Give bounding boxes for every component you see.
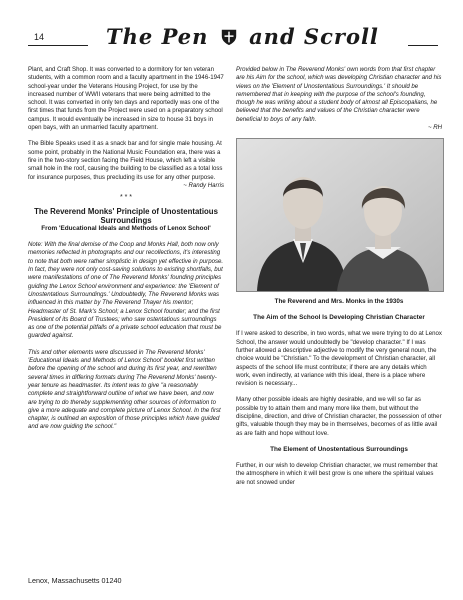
- left-paragraph-4: This and other elements were discussed in The Reverend Monks' 'Educational Ideals and Methods of Lenox School' booklet first written before the opening of the school and during its first year, and rewritten several times in differing formats during The Reverend Monks' twenty-year tenure as headmaster. Its intent was to give "a reasonably complete and straightforward outline of what we have been, and now are trying to do thereby supplementing other sources of information to give a more adequate and complete picture of Lenox School. In the first chapter, is outlined an exposition of those principles which have guided and are now guiding the school.": [28, 348, 221, 431]
- element-heading: The Element of Unostentatious Surroundings: [270, 445, 408, 453]
- editor-initials: ~ RH: [427, 124, 442, 132]
- author-signature: ~ Randy Harris: [183, 181, 224, 189]
- left-paragraph-3: Note: With the final demise of the Coop and Monks Hall, both now only memories reflected in photographs and our recollections, it's interesting to note that both were rather simplistic in design yet effective in purpose. In fact, they were not only cost-saving solutions to existing shortfalls, but were manifestations of one of The Reverend Monks' founding principles guiding the Lenox School environment and experience: the 'Element of Unostentatious Surroundings.' Undoubtedly, The Reverend Monks was influenced in this matter by The Reverend Thayer his mentor; Headmaster of St. Mark's School; a Lenox School founder; and the first President of its Board of Trustees; who saw ostentatious surroundings as one of the potential pitfalls of a private school education that must be guarded against.: [28, 241, 224, 340]
- aim-heading: The Aim of the School Is Developing Christian Character: [253, 314, 425, 322]
- newsletter-title: [106, 24, 406, 49]
- right-paragraph-1: If I were asked to describe, in two words, what we were trying to do at Lenox School, the answer would undoubtedly be "develop character." If I was further allowed a descriptive adjective to modify the very general noun, the choice would be "Christian." To the development of Christian character, all aspects of the school life must contribute; if there are any details which work, even indirectly, at variance with this ideal, there is a place where revision is necessary...: [236, 330, 442, 388]
- right-column: [236, 66, 442, 487]
- left-paragraph-1: Plant, and Craft Shop. It was converted to a dormitory for ten veteran students, with a common room and a faculty apartment in the 1946-1947 school-year under the Veterans Housing Project, for use by the increased number of WWII veterans that were being admitted to the school. It was converted in only ten days and reportedly was one of the first times that funds from the Project were used on a preparatory school campus. It would eventually be increased in size to house 31 boys in open bays, with an unmarried faculty apartment.: [28, 66, 224, 132]
- section-divider: * * *: [119, 194, 133, 202]
- masthead: [28, 22, 438, 56]
- article-heading: The Reverend Monks' Principle of Unostentatious Surroundings: [34, 207, 218, 226]
- page-number: 14: [34, 32, 45, 42]
- right-intro: Provided below in The Reverend Monks' own words from that first chapter are his Aim for the school, which was developing Christian character and his views on the 'Element of Unostentatious Surroundings.' It should be remembered that in keeping with the purpose of the school's founding, though he was writing about a student body of almost all Episcopalians, he believed that the benefits and values of the Christian character were beneficial to boys of any faith.: [236, 66, 442, 123]
- article-subheading: From 'Educational Ideals and Methods of Lenox School': [41, 225, 211, 233]
- right-paragraph-3: Further, in our wish to develop Christian character, we must remember that the atmosphere in which it will best grow is one where the spiritual values are not snowed under: [236, 461, 438, 486]
- title-left: The Pen: [106, 24, 209, 49]
- title-right: and Scroll: [249, 24, 379, 49]
- left-column: [28, 66, 224, 432]
- masthead-rule-left: [28, 45, 88, 46]
- photo-image: [237, 139, 443, 291]
- shield-crest-icon: [220, 28, 238, 46]
- monks-photo: [236, 138, 444, 292]
- right-paragraph-2: Many other possible ideals are highly desirable, and we will so far as possible try to attain them and many more like them, but without the discipline, direction, and drive of Christian character, the possession of other gifts, valuable though they may be in themselves, becomes of as little avail as are faith and hope without love.: [236, 396, 442, 437]
- footer-address: Lenox, Massachusetts 01240: [28, 576, 122, 585]
- masthead-rule-right: [408, 45, 438, 46]
- left-paragraph-2: The Bible Speaks used it as a snack bar and for single male housing. At some point, probably in the National Music Foundation era, there was a fire in the two-story section facing the Field House, which left a visible small hole in the roof, causing the building to be classified as a total loss for insurance purposes, thus precluding its use for any other purpose.: [28, 140, 223, 181]
- photo-caption: The Reverend and Mrs. Monks in the 1930s: [274, 298, 404, 306]
